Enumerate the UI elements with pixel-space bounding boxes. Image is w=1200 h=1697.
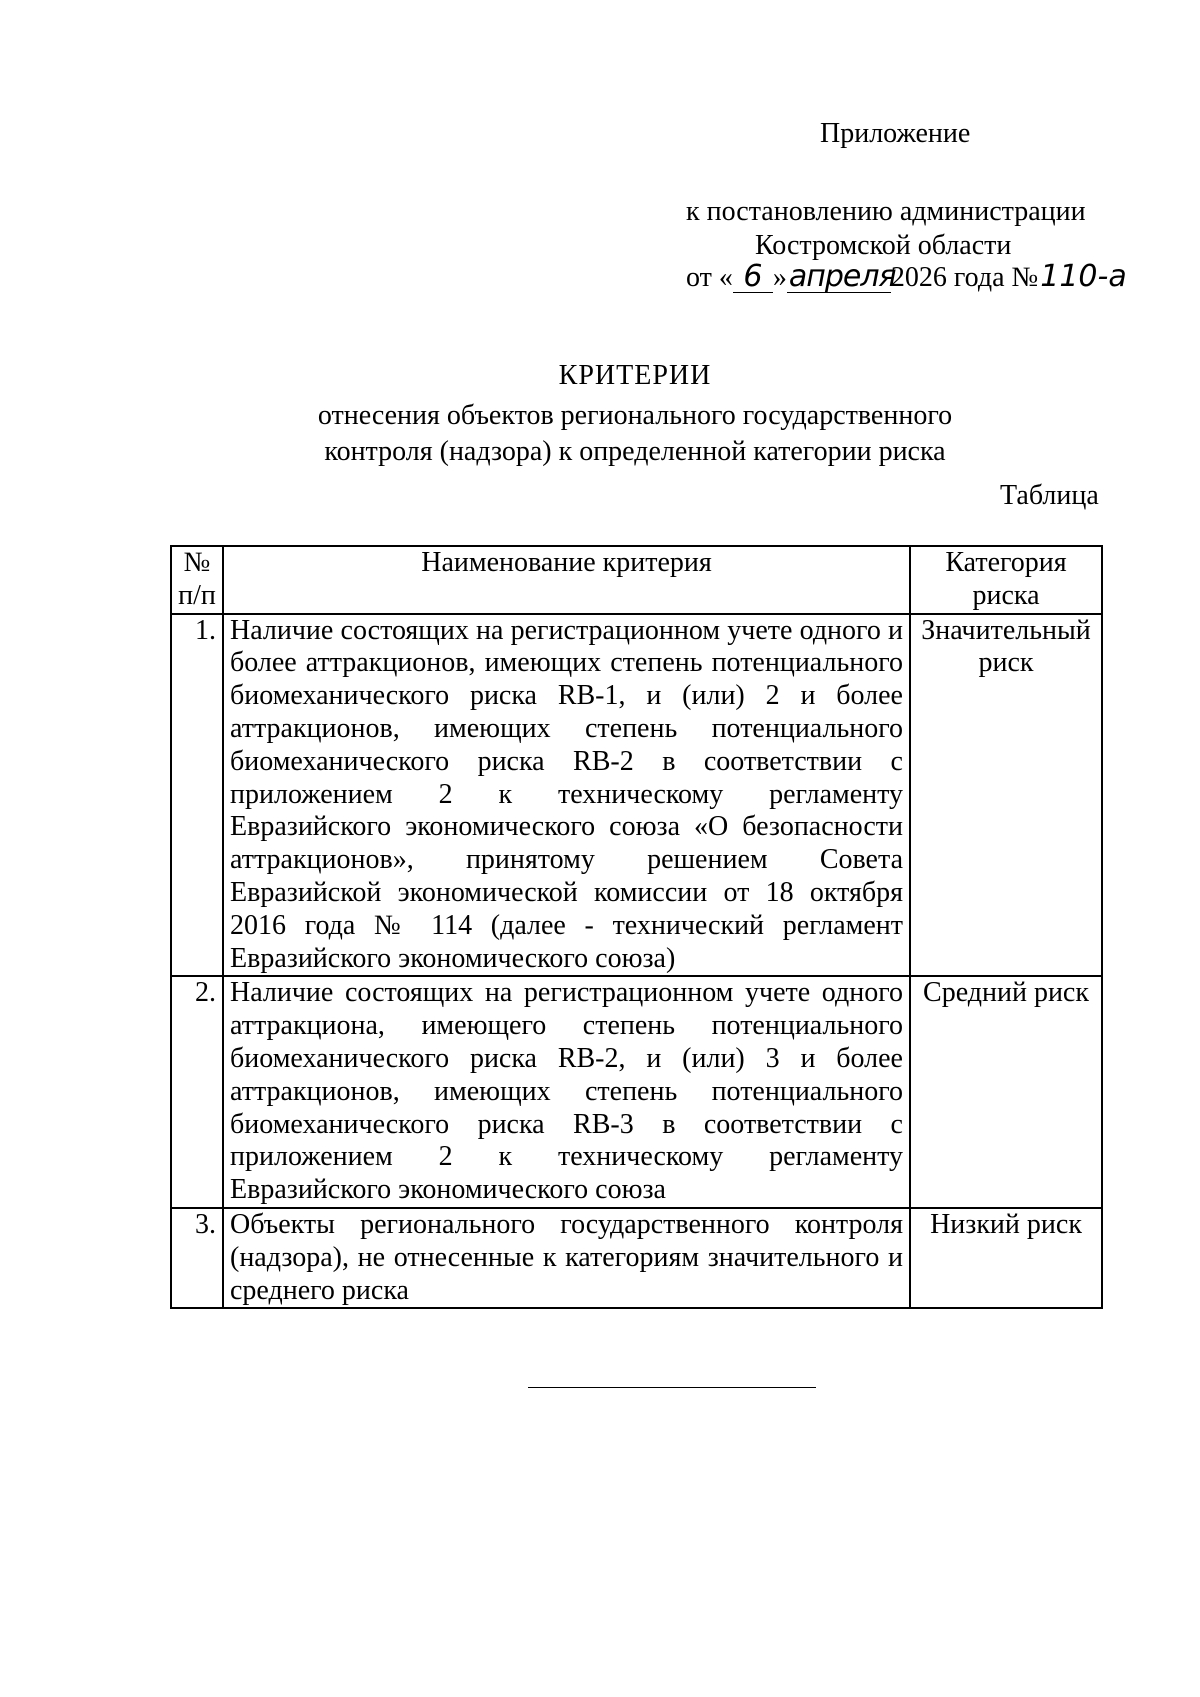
end-of-document-line	[528, 1387, 816, 1388]
row-criterion: Наличие состоящих на регистрационном учете одного и более аттракционов, имеющих степень потенциального биомеханического риска RB-1, и (или) 2 и более аттракционов, имеющих степень потенциального биомеханического риска RB-2 в соответствии с приложением 2 к техническому регламенту Евразийского экономического союза «О безопасности аттракционов», принятому решением Совета Евразийской экономической комиссии от 18 октября 2016 года № 114 (далее - технический регламент Евразийского экономического союза)	[223, 614, 910, 977]
header-risk-category	[910, 546, 1102, 614]
row-number: 2.	[171, 976, 223, 1208]
table-row	[171, 614, 1102, 977]
date-year: 2026 года №	[890, 262, 1039, 293]
table-header-row	[171, 546, 1102, 614]
header-category-line-2: риска	[972, 579, 1040, 611]
row-criterion: Объекты регионального государственного контроля (надзора), не отнесенные к категориям значительного и среднего риска	[223, 1208, 910, 1308]
resolution-reference: к постановлению администрации	[686, 196, 1086, 227]
row-number: 1.	[171, 614, 223, 977]
appendix-label: Приложение	[820, 118, 971, 149]
subtitle-line-2: контроля (надзора) к определенной категории риска	[324, 436, 946, 467]
header-number-line-2: п/п	[178, 579, 216, 611]
header-category-line-1: Категория	[945, 547, 1067, 578]
header-number	[171, 546, 223, 614]
row-number: 3.	[171, 1208, 223, 1308]
row-category	[910, 1208, 1102, 1308]
header-criterion-name: Наименование критерия	[223, 546, 910, 614]
row-category-line-1: Значительный	[921, 614, 1091, 646]
document-title: КРИТЕРИИ	[558, 360, 712, 391]
row-category-line-1: Средний риск	[923, 977, 1089, 1009]
row-category-line-2: риск	[978, 647, 1034, 679]
resolution-date-line	[686, 259, 1134, 294]
row-category-line-1: Низкий риск	[930, 1208, 1082, 1240]
row-criterion: Наличие состоящих на регистрационном учете одного аттракциона, имеющего степень потенциального биомеханического риска RB-2, и (или) 3 и более аттракционов, имеющих степень потенциального биомеханического риска RB-3 в соответствии с приложением 2 к техническому регламенту Евразийского экономического союза	[223, 976, 910, 1208]
region-name: Костромской области	[755, 230, 1012, 261]
table-row	[171, 1208, 1102, 1308]
handwritten-month: апреля	[788, 259, 896, 294]
row-category	[910, 614, 1102, 977]
subtitle-line-1: отнесения объектов регионального государственного	[317, 400, 953, 431]
criteria-table	[170, 545, 1103, 1309]
document-subtitle	[0, 398, 1200, 470]
table-row	[171, 976, 1102, 1208]
table-label: Таблица	[1000, 480, 1099, 511]
header-number-line-1: №	[183, 547, 211, 578]
date-prefix: от «	[686, 262, 733, 293]
row-category	[910, 976, 1102, 1208]
date-quote-close: »	[772, 262, 787, 293]
handwritten-doc-number: 110-а	[1040, 259, 1127, 294]
handwritten-day: 6	[733, 262, 773, 293]
